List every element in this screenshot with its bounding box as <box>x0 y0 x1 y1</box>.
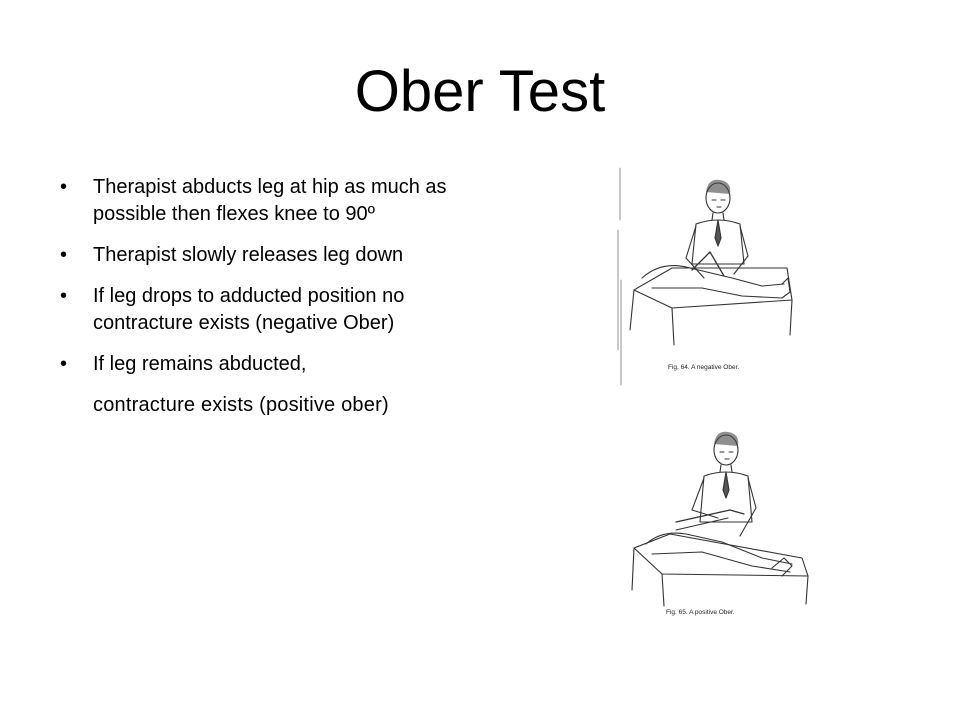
therapist-positive-ober-illustration <box>622 418 818 630</box>
bullet-text: Therapist slowly releases leg down <box>93 244 404 266</box>
figure-caption: Fig. 65. A positive Ober. <box>666 609 735 616</box>
figure-caption: Fig. 64. A negative Ober. <box>668 364 740 371</box>
bullet-icon: • <box>60 285 68 307</box>
bullet-icon: • <box>60 244 68 266</box>
negative-ober-figure <box>612 160 802 390</box>
bullet-text: If leg remains abducted, <box>93 353 307 375</box>
bullet-item <box>60 283 460 337</box>
bullet-icon: • <box>60 176 68 198</box>
bullet-text: If leg drops to adducted position no contracture exists (negative Ober) <box>93 285 405 334</box>
therapist-negative-ober-illustration <box>612 160 802 390</box>
bullet-text: Therapist abducts leg at hip as much as possible then flexes knee to 90º <box>93 176 447 225</box>
bullet-icon: • <box>60 353 68 375</box>
bullet-item <box>60 174 460 228</box>
bullet-item <box>60 351 460 419</box>
bullet-continuation-text: contracture exists (positive ober) <box>93 394 389 416</box>
positive-ober-figure <box>622 418 818 630</box>
bullet-item <box>60 242 460 269</box>
slide-title: Ober Test <box>354 59 606 124</box>
bullet-list <box>60 174 460 433</box>
